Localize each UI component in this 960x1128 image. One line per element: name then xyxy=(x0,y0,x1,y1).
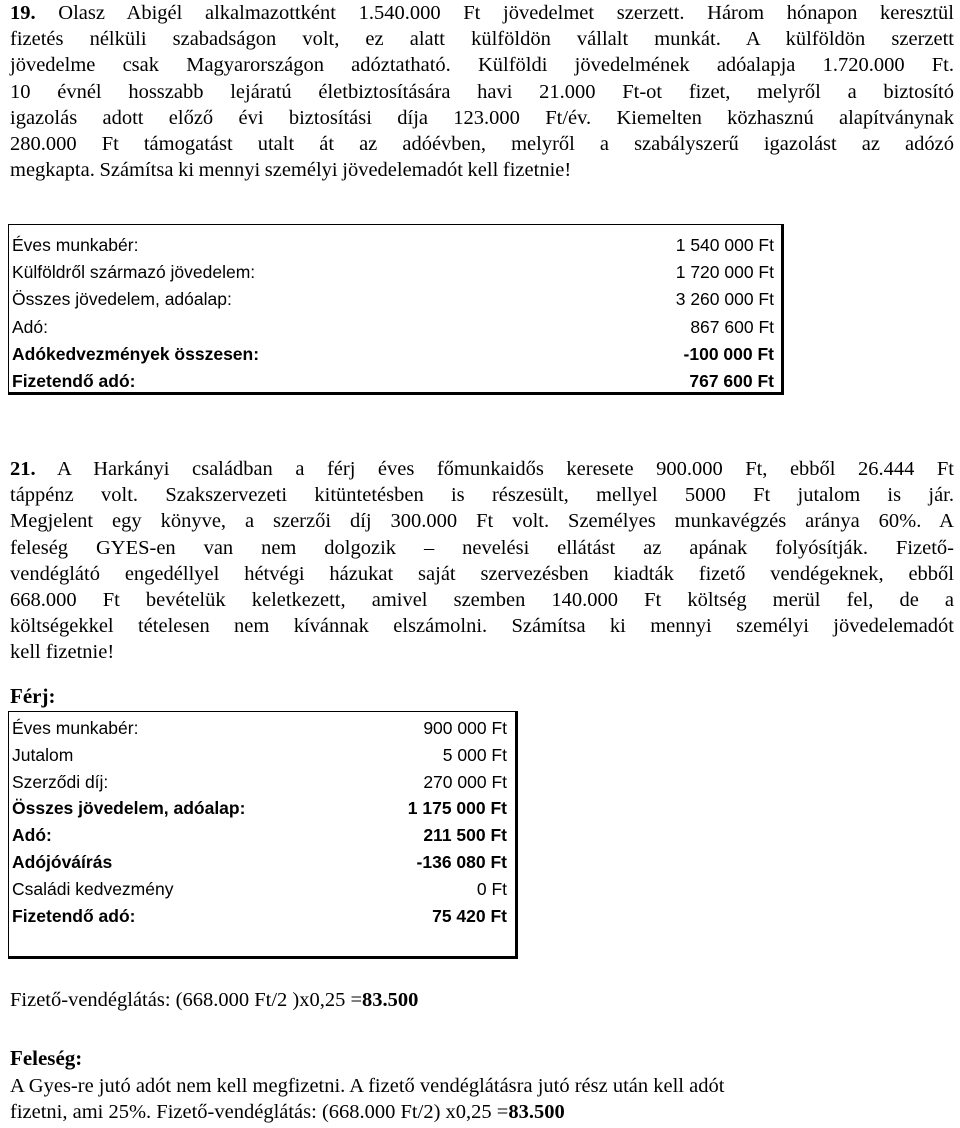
table-row xyxy=(12,289,774,309)
row-label: Éves munkabér: xyxy=(12,235,139,255)
task-19-result-table xyxy=(8,224,784,395)
row-value: 900 000 Ft xyxy=(423,718,507,738)
task-21-line: kell fizetnie! xyxy=(10,641,115,664)
task-21-line: táppénz volt. Szakszervezeti kitüntetésben is részesült, mellyel 5000 Ft jutalom is jár. xyxy=(10,484,954,507)
row-label: Szerződi díj: xyxy=(12,771,109,792)
wife-result: 83.500 xyxy=(508,1101,565,1123)
task-21-line: költségekkel tételesen nem kívánnak elszámolni. Számítsa ki mennyi személyi jövedelemadót xyxy=(10,615,954,638)
table-row xyxy=(12,772,507,792)
task-number: 19. xyxy=(10,2,36,24)
task-21-line: feleség GYES-en van nem dolgozik – nevelési ellátást az apának folyósítják. Fizető- xyxy=(10,536,954,559)
guest-calc-result: 83.500 xyxy=(362,989,419,1011)
wife-line-2 xyxy=(10,1099,565,1125)
row-label: Éves munkabér: xyxy=(12,718,139,738)
guest-calc-text: Fizető-vendéglátás: (668.000 Ft/2 )x0,25 = xyxy=(10,989,363,1011)
task-19-line: jövedelme csak Magyarországon adóztatható. Külföldi jövedelmének adóalapja 1.720.000 Ft. xyxy=(10,54,954,77)
table-row xyxy=(12,371,774,391)
task-21-line: Megjelent egy könyve, a szerzői díj 300.000 Ft volt. Személyes munkavégzés aránya 60%. A xyxy=(10,510,954,533)
row-label: Összes jövedelem, adóalap: xyxy=(12,289,232,310)
row-value: 767 600 Ft xyxy=(689,371,774,391)
row-label: Adókedvezmények összesen: xyxy=(12,343,260,364)
table-row xyxy=(12,852,507,872)
table-row xyxy=(12,879,507,899)
row-label: Adójóváírás xyxy=(12,852,113,872)
row-label: Fizetendő adó: xyxy=(12,371,136,391)
row-label: Családi kedvezmény xyxy=(12,878,174,899)
task-19-line: 10 évnél hosszabb lejáratú életbiztosítására havi 21.000 Ft-ot fizet, melyről a biztosító xyxy=(10,80,954,103)
row-label: Adó: xyxy=(12,316,48,337)
row-value: 211 500 Ft xyxy=(423,825,507,846)
guest-calc xyxy=(10,987,418,1013)
row-label: Külföldről származó jövedelem: xyxy=(12,262,256,283)
task-21-text xyxy=(10,456,954,666)
row-label: Jutalom xyxy=(12,744,74,765)
row-value: -100 000 Ft xyxy=(683,343,774,364)
task-19-line: fizetés nélküli szabadságon volt, ez alatt külföldön vállalt munkát. A külföldön szerzett xyxy=(10,28,954,51)
task-19-line: igazolás adott előző évi biztosítási díja 123.000 Ft/év. Kiemelten közhasznú alapítványnak xyxy=(10,106,954,129)
task-19-text xyxy=(10,0,954,183)
row-value: 5 000 Ft xyxy=(442,744,507,765)
table-row xyxy=(12,262,774,282)
table-row xyxy=(12,317,774,337)
table-row xyxy=(12,344,774,364)
row-label: Fizetendő adó: xyxy=(12,905,136,926)
wife-line-2-text: fizetni, ami 25%. Fizető-vendéglátás: (668.000 Ft/2) x0,25 = xyxy=(10,1101,509,1123)
row-value: 867 600 Ft xyxy=(690,316,774,337)
table-row xyxy=(12,906,507,926)
row-value: -136 080 Ft xyxy=(416,852,507,872)
wife-heading: Feleség: xyxy=(10,1046,83,1070)
task-21-line: 21. A Harkányi családban a férj éves főmunkaidős keresete 900.000 Ft, ebből 26.444 Ft xyxy=(10,458,954,480)
wife-line-1: A Gyes-re jutó adót nem kell megfizetni. A fizető vendéglátásra jutó rész után kell adót xyxy=(10,1075,725,1097)
row-value: 270 000 Ft xyxy=(423,771,507,792)
row-label: Adó: xyxy=(12,825,52,846)
table-row xyxy=(12,718,507,738)
row-value: 1 175 000 Ft xyxy=(407,798,507,819)
table-row xyxy=(12,798,507,818)
task-21-line: vendéglátó engedéllyel hétvégi házukat saját szervezésben kiadták fizető vendégeknek, ebből xyxy=(10,562,954,585)
husband-tax-table xyxy=(8,711,518,959)
row-value: 0 Ft xyxy=(476,878,507,899)
row-value: 1 720 000 Ft xyxy=(675,262,774,283)
task-19-line: 19. Olasz Abigél alkalmazottként 1.540.000 Ft jövedelmet szerzett. Három hónapon keresztül xyxy=(10,2,954,24)
row-value: 1 540 000 Ft xyxy=(675,235,774,255)
task-19-line: 280.000 Ft támogatást utalt át az adóévben, melyről a szabályszerű igazolást az adózó xyxy=(10,132,954,155)
row-value: 3 260 000 Ft xyxy=(675,289,774,310)
husband-heading: Férj: xyxy=(10,684,56,708)
table-row xyxy=(12,235,774,255)
table-row xyxy=(12,745,507,765)
task-19-line: megkapta. Számítsa ki mennyi személyi jövedelemadót kell fizetnie! xyxy=(10,159,572,182)
row-value: 75 420 Ft xyxy=(432,905,507,926)
row-label: Összes jövedelem, adóalap: xyxy=(12,798,246,819)
table-row xyxy=(12,825,507,845)
task-21-line: 668.000 Ft bevételük keletkezett, amivel szemben 140.000 Ft költség merül fel, de a xyxy=(10,588,954,611)
task-number: 21. xyxy=(10,458,36,480)
